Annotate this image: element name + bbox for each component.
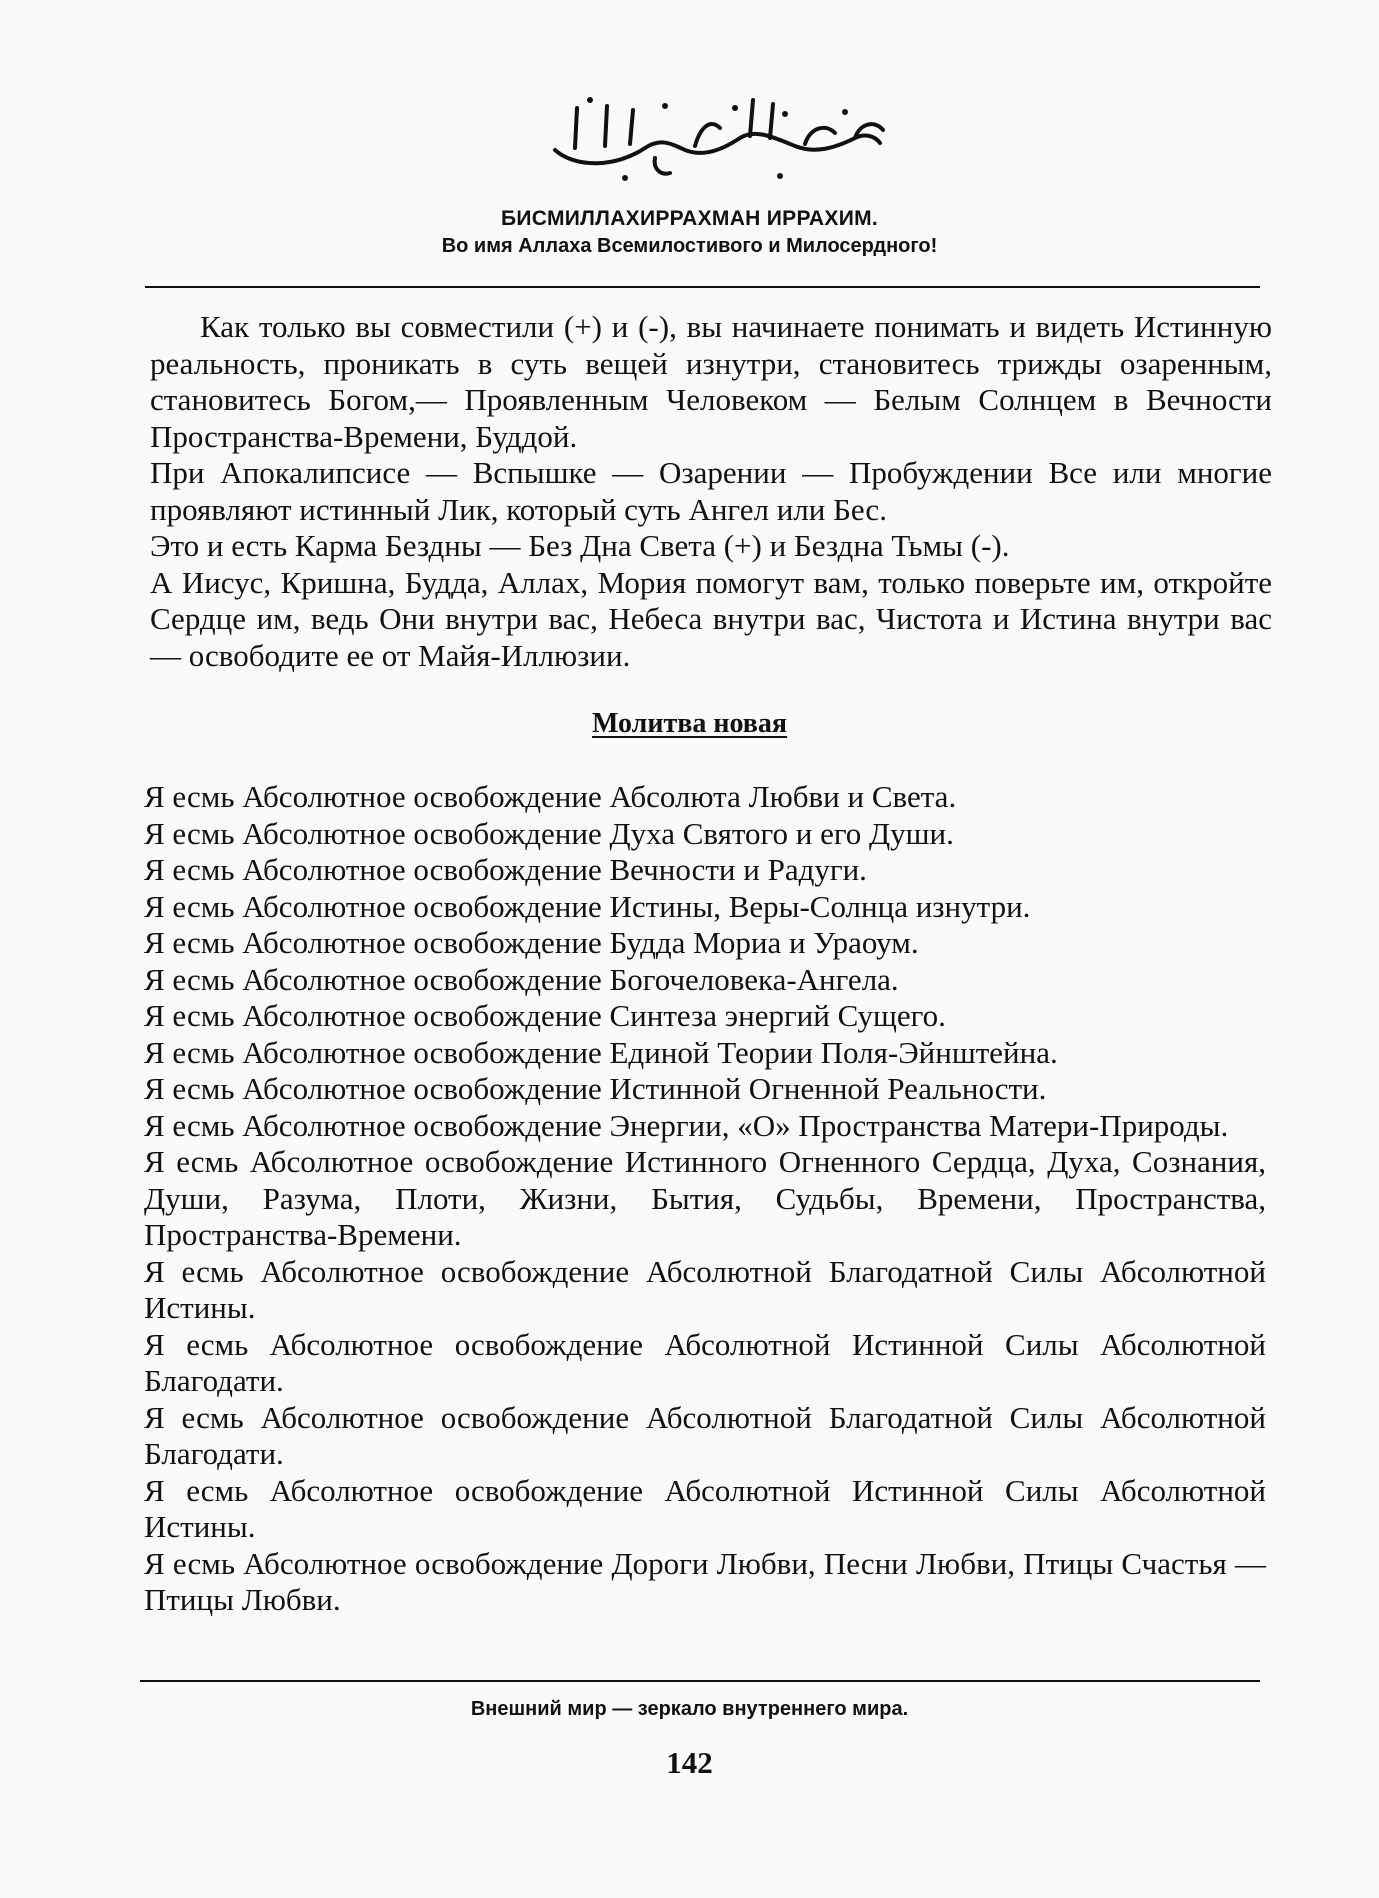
intro-paragraph: А Иисус, Кришна, Будда, Аллах, Мория помогут вам, только поверьте им, откройте Сердце им, ведь Они внутри вас, Небеса внутри вас, Чистота и Истина внутри вас — освободите ее от Майя-Иллюзии. xyxy=(150,564,1272,673)
prayer-line: Я есмь Абсолютное освобождение Абсолюта Любви и Света. xyxy=(144,779,957,814)
intro-paragraph: Как только вы совместили (+) и (-), вы начинаете понимать и видеть Истинную реальность, проникать в суть вещей изнутри, становитесь трижды озаренным, становитесь Богом,— Проявленным Человеком — Белым Солнцем в Вечности Пространства-Времени, Буддой. xyxy=(150,309,1272,454)
prayer-line: Я есмь Абсолютное освобождение Вечности и Радуги. xyxy=(144,852,867,887)
intro-text xyxy=(150,309,1272,674)
prayer-line: Я есмь Абсолютное освобождение Духа Святого и его Души. xyxy=(144,815,954,851)
bismillah-subtitle: Во имя Аллаха Всемилостивого и Милосердного! xyxy=(441,235,938,257)
intro-paragraph: Это и есть Карма Бездны — Без Дна Света (+) и Бездна Тьмы (-). xyxy=(150,528,1010,563)
top-divider xyxy=(145,286,1260,288)
page-number: 142 xyxy=(666,1745,713,1780)
prayer-line: Я есмь Абсолютное освобождение Единой Теории Поля-Эйнштейна. xyxy=(144,1034,1058,1070)
prayer-line: Я есмь Абсолютное освобождение Абсолютной Истинной Силы Абсолютной Истины. xyxy=(144,1472,1266,1544)
prayer-line: Я есмь Абсолютное освобождение Абсолютной Благодатной Силы Абсолютной Благодати. xyxy=(144,1399,1266,1471)
prayer-line: Я есмь Абсолютное освобождение Абсолютной Истинной Силы Абсолютной Благодати. xyxy=(144,1326,1266,1398)
prayer-line: Я есмь Абсолютное освобождение Истины, Веры-Солнца изнутри. xyxy=(144,888,1031,924)
prayer-line: Я есмь Абсолютное освобождение Будда Мориа и Ураоум. xyxy=(144,925,919,960)
section-title: Молитва новая xyxy=(591,708,788,739)
prayer-line: Я есмь Абсолютное освобождение Энергии, «О» Пространства Матери-Природы. xyxy=(144,1107,1229,1143)
footer-tagline: Внешний мир — зеркало внутреннего мира. xyxy=(470,1698,909,1720)
intro-paragraph: При Апокалипсисе — Вспышке — Озарении — Пробуждении Все или многие проявляют истинный Лик, который суть Ангел или Бес. xyxy=(150,455,1272,527)
prayer-line: Я есмь Абсолютное освобождение Истинной Огненной Реальности. xyxy=(144,1071,1047,1106)
prayer-line: Я есмь Абсолютное освобождение Абсолютной Благодатной Силы Абсолютной Истины. xyxy=(144,1253,1266,1325)
prayer-line: Я есмь Абсолютное освобождение Богочеловека-Ангела. xyxy=(144,961,899,997)
prayer-line: Я есмь Абсолютное освобождение Синтеза энергий Сущего. xyxy=(144,998,946,1033)
bismillah-title: БИСМИЛЛАХИРРАХМАН ИРРАХИМ. xyxy=(500,207,879,230)
prayer-line: Я есмь Абсолютное освобождение Дороги Любви, Песни Любви, Птицы Счастья — Птицы Любви. xyxy=(144,1545,1266,1617)
bottom-divider xyxy=(140,1680,1260,1682)
prayer-line: Я есмь Абсолютное освобождение Истинного Огненного Сердца, Духа, Сознания, Души, Разума, Плоти, Жизни, Бытия, Судьбы, Времени, Пространства, Пространства-Времени. xyxy=(144,1144,1266,1252)
prayer-text xyxy=(144,779,1266,1619)
bismillah-calligraphy xyxy=(535,88,895,188)
